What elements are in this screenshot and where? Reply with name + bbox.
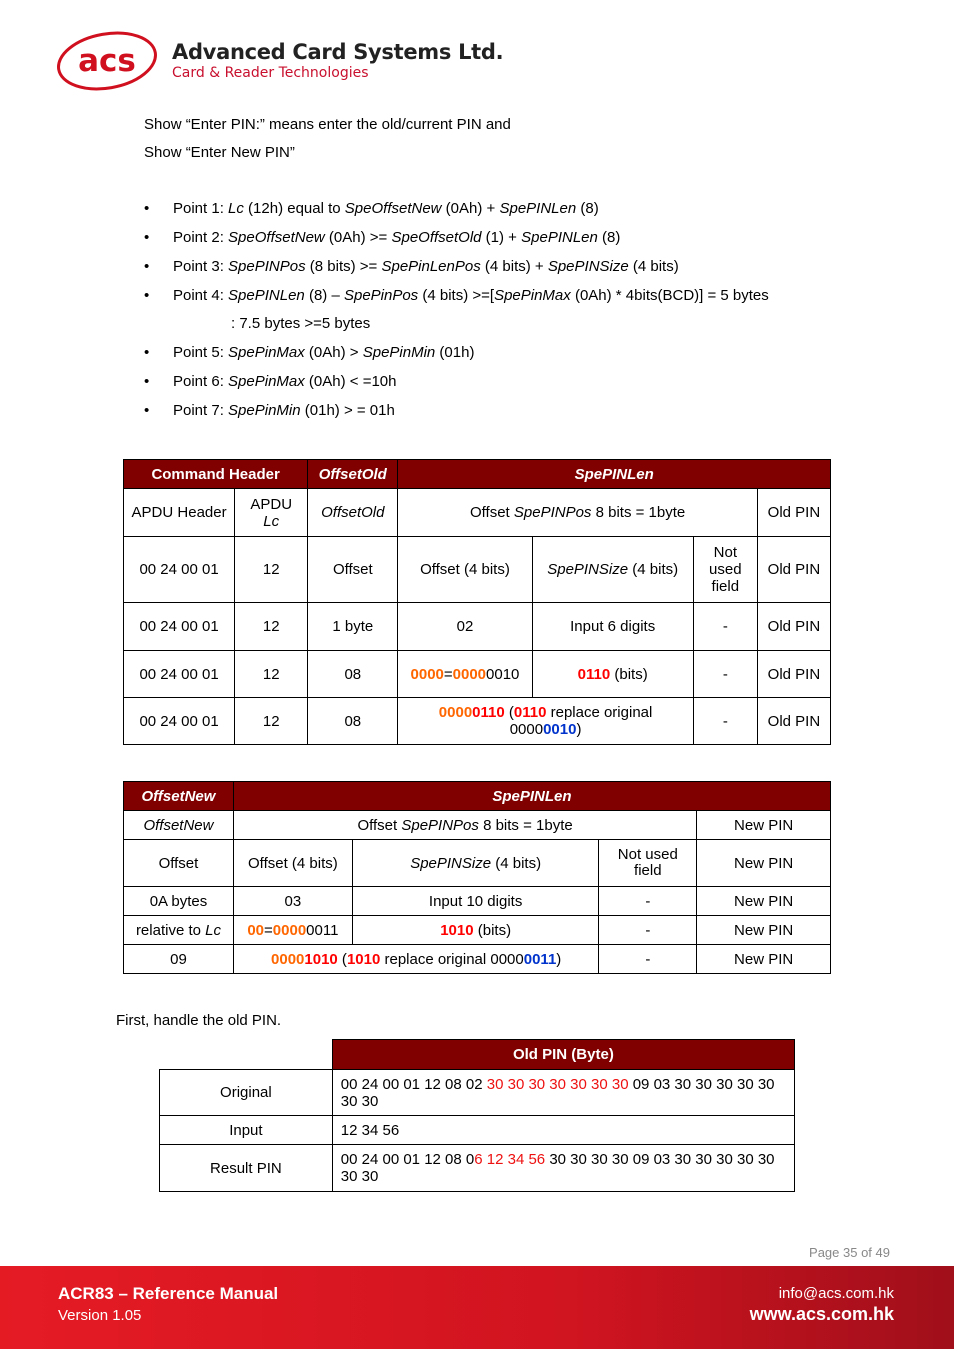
list-item (144, 369, 864, 398)
table-cell: 1 byte (308, 603, 398, 651)
bullet-icon: • (144, 229, 150, 246)
old-pin-bytes-table (159, 1039, 795, 1192)
first-handle-text: First, handle the old PIN. (116, 1012, 282, 1029)
table-cell: 0110 (bits) (532, 651, 693, 698)
header-command-header: Command Header (124, 460, 308, 489)
table-cell: 12 (235, 603, 308, 651)
point-text: SpePINLen (499, 200, 577, 217)
table-cell: OffsetOld (308, 489, 398, 537)
table-cell: New PIN (697, 887, 831, 916)
intro-line-1: Show “Enter PIN:” means enter the old/current PIN and (144, 116, 511, 133)
table-cell: 00001010 (1010 replace original 00000011) (233, 945, 598, 974)
list-item (144, 254, 864, 283)
point-label: Point 7: (173, 402, 229, 419)
point-text: (0Ah) + (441, 200, 500, 217)
point-text: (1) + (481, 229, 522, 246)
list-item-continuation: : 7.5 bytes >=5 bytes (231, 315, 371, 332)
table-cell: Old PIN (757, 698, 830, 745)
table-cell: relative to Lc (124, 916, 234, 945)
table-cell: 0000=00000010 (398, 651, 532, 698)
row-label: Original (160, 1070, 333, 1116)
point-text: (8 bits) >= (305, 258, 382, 275)
table-cell: Offset SpePINPos 8 bits = 1byte (233, 811, 696, 840)
table-cell: OffsetNew (124, 811, 234, 840)
table-row (124, 945, 831, 974)
table-cell: 0A bytes (124, 887, 234, 916)
point-text: SpePinPos (343, 287, 419, 304)
bullet-icon: • (144, 344, 150, 361)
table-cell: 02 (398, 603, 532, 651)
header-old-pin-byte: Old PIN (Byte) (332, 1040, 794, 1070)
table-cell: 1010 (bits) (352, 916, 599, 945)
table-cell: 09 (124, 945, 234, 974)
point-label: Point 6: (173, 373, 229, 390)
table-cell: APDU Header (124, 489, 235, 537)
table-cell: - (693, 698, 757, 745)
point-text: (01h) > = 01h (300, 402, 395, 419)
table-cell: Offset (4 bits) (233, 840, 352, 887)
old-pin-table (123, 459, 831, 745)
table-cell: 12 (235, 698, 308, 745)
table-row (124, 811, 831, 840)
table-cell: 03 (233, 887, 352, 916)
table-row (124, 537, 831, 603)
table-cell: Offset (308, 537, 398, 603)
new-pin-table (123, 781, 831, 974)
intro-line-2: Show “Enter New PIN” (144, 144, 295, 161)
point-text: (0Ah) > (304, 344, 363, 361)
table-cell: 00000110 (0110 replace original 00000010) (398, 698, 693, 745)
bullet-icon: • (144, 258, 150, 275)
point-text: (0Ah) < =10h (304, 373, 397, 390)
table-cell: Input 6 digits (532, 603, 693, 651)
point-label: Point 4: (173, 287, 229, 304)
table-cell: 08 (308, 698, 398, 745)
list-item (144, 225, 864, 254)
point-text: SpeOffsetNew (228, 229, 325, 246)
table-cell: Not used field (599, 840, 697, 887)
empty-header-cell (160, 1040, 333, 1070)
table-cell: - (599, 887, 697, 916)
point-label: Point 5: (173, 344, 229, 361)
table-cell: - (693, 651, 757, 698)
row-value: 12 34 56 (332, 1116, 794, 1145)
header-offsetnew: OffsetNew (124, 782, 234, 811)
footer-version: Version 1.05 (58, 1307, 142, 1324)
table-cell: SpePINSize (4 bits) (532, 537, 693, 603)
list-item (144, 283, 864, 312)
row-value: 00 24 00 01 12 08 06 12 34 56 30 30 30 30 09 03 30 30 30 30 30 30 30 (332, 1145, 794, 1192)
point-text: (12h) equal to (243, 200, 345, 217)
point-text: SpePinMax (494, 287, 571, 304)
point-text: SpePINLen (521, 229, 598, 246)
points-list (144, 196, 864, 427)
bullet-icon: • (144, 200, 150, 217)
table-cell: New PIN (697, 840, 831, 887)
list-item (144, 398, 864, 427)
table-cell: 00 24 00 01 (124, 651, 235, 698)
table-cell: New PIN (697, 811, 831, 840)
point-text: (01h) (435, 344, 475, 361)
table-cell: - (693, 603, 757, 651)
header-spepinlen: SpePINLen (398, 460, 831, 489)
point-text: SpePinMin (228, 402, 301, 419)
point-text: (0Ah) * 4bits(BCD)] = 5 bytes (570, 287, 769, 304)
acs-logo (55, 30, 160, 92)
point-text: SpePinMax (228, 373, 305, 390)
table-cell: 08 (308, 651, 398, 698)
point-text: SpePINLen (228, 287, 305, 304)
point-text: (8) (597, 229, 621, 246)
table-row (124, 887, 831, 916)
table-cell: APDU Lc (235, 489, 308, 537)
table-cell: 12 (235, 537, 308, 603)
point-text: (4 bits) (628, 258, 679, 275)
row-value: 00 24 00 01 12 08 02 30 30 30 30 30 30 30 09 03 30 30 30 30 30 30 30 (332, 1070, 794, 1116)
list-item (144, 196, 864, 225)
table-cell: - (599, 945, 697, 974)
bullet-icon: • (144, 287, 150, 304)
point-text: SpeOffsetNew (344, 200, 442, 217)
table-cell: Offset SpePINPos 8 bits = 1byte (398, 489, 757, 537)
bullet-icon: • (144, 373, 150, 390)
point-label: Point 1: (173, 200, 229, 217)
point-label: Point 3: (173, 258, 229, 275)
table-row (160, 1116, 795, 1145)
table-cell: 00 24 00 01 (124, 537, 235, 603)
table-cell: SpePINSize (4 bits) (352, 840, 599, 887)
point-text: (0Ah) >= (324, 229, 392, 246)
list-item (144, 340, 864, 369)
company-name: Advanced Card Systems Ltd. (172, 40, 504, 64)
table-cell: New PIN (697, 916, 831, 945)
table-cell: Old PIN (757, 603, 830, 651)
table-cell: Old PIN (757, 489, 830, 537)
table-row (124, 698, 831, 745)
table-cell: Offset (124, 840, 234, 887)
table-row (160, 1070, 795, 1116)
logo-text: acs (78, 43, 136, 79)
table-row (124, 603, 831, 651)
point-text: SpeOffsetOld (391, 229, 482, 246)
point-text: (4 bits) >=[ (418, 287, 495, 304)
table-cell: Offset (4 bits) (398, 537, 532, 603)
company-tagline: Card & Reader Technologies (172, 65, 369, 81)
table-row (124, 651, 831, 698)
point-text: (8) – (304, 287, 344, 304)
footer-bar (0, 1266, 954, 1349)
page-number: Page 35 of 49 (809, 1245, 890, 1260)
table-cell: 00=00000011 (233, 916, 352, 945)
point-label: Point 2: (173, 229, 229, 246)
table-cell: Old PIN (757, 651, 830, 698)
footer-email: info@acs.com.hk (778, 1285, 894, 1302)
header-spepinlen: SpePINLen (233, 782, 830, 811)
bullet-icon: • (144, 402, 150, 419)
table-row (124, 489, 831, 537)
point-text: SpePinMin (362, 344, 436, 361)
point-text: (4 bits) + (480, 258, 548, 275)
table-cell: 12 (235, 651, 308, 698)
table-cell: - (599, 916, 697, 945)
point-text: SpePINPos (228, 258, 306, 275)
footer-title: ACR83 – Reference Manual (58, 1284, 279, 1303)
table-cell: Old PIN (757, 537, 830, 603)
point-text: Lc (228, 200, 244, 217)
footer-website: www.acs.com.hk (749, 1304, 894, 1324)
point-text: SpePinMax (228, 344, 305, 361)
table-cell: 00 24 00 01 (124, 698, 235, 745)
point-text: SpePINSize (547, 258, 629, 275)
row-label: Result PIN (160, 1145, 333, 1192)
table-cell: New PIN (697, 945, 831, 974)
point-text: SpePinLenPos (381, 258, 481, 275)
table-row (124, 916, 831, 945)
table-cell: 00 24 00 01 (124, 603, 235, 651)
table-cell: Input 10 digits (352, 887, 599, 916)
table-row (160, 1145, 795, 1192)
table-cell: Not used field (693, 537, 757, 603)
table-row (124, 840, 831, 887)
point-text: (8) (576, 200, 599, 217)
row-label: Input (160, 1116, 333, 1145)
header-offsetold: OffsetOld (308, 460, 398, 489)
